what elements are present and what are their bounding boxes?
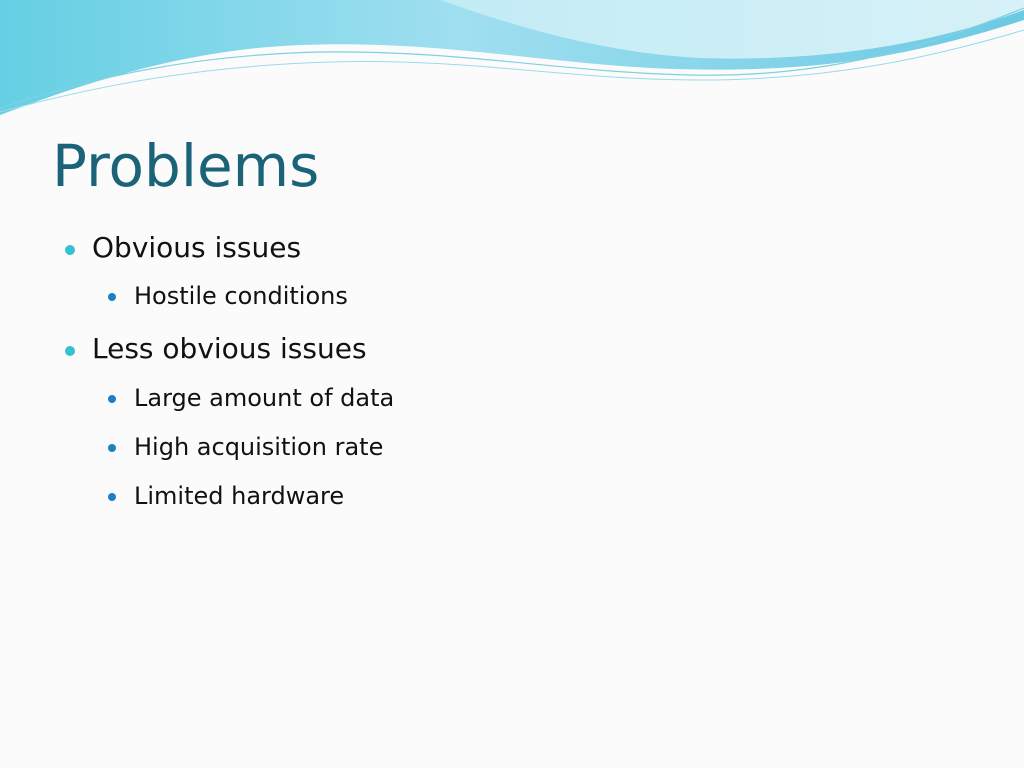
sub-bullet-text: Limited hardware — [134, 482, 345, 510]
sub-bullet-item — [134, 279, 348, 313]
sub-bullet-dot-icon — [108, 444, 116, 452]
sub-bullet-text: High acquisition rate — [134, 433, 384, 461]
header-wave-decoration — [0, 0, 1024, 130]
slide-title: Problems — [52, 132, 320, 200]
bullet-dot-icon — [65, 346, 75, 356]
sub-bullet-item — [134, 381, 394, 415]
sub-bullet-text: Large amount of data — [134, 384, 395, 412]
sub-bullet-dot-icon — [108, 293, 116, 301]
bullet-dot-icon — [65, 245, 75, 255]
sub-bullet-text: Hostile conditions — [134, 282, 348, 310]
sub-bullet-dot-icon — [108, 395, 116, 403]
sub-bullet-dot-icon — [108, 493, 116, 501]
bullet-item — [92, 228, 301, 268]
sub-bullet-item — [134, 479, 344, 513]
sub-bullet-item — [134, 430, 383, 464]
bullet-item — [92, 329, 367, 369]
bullet-text: Obvious issues — [92, 231, 302, 264]
bullet-text: Less obvious issues — [92, 332, 367, 365]
